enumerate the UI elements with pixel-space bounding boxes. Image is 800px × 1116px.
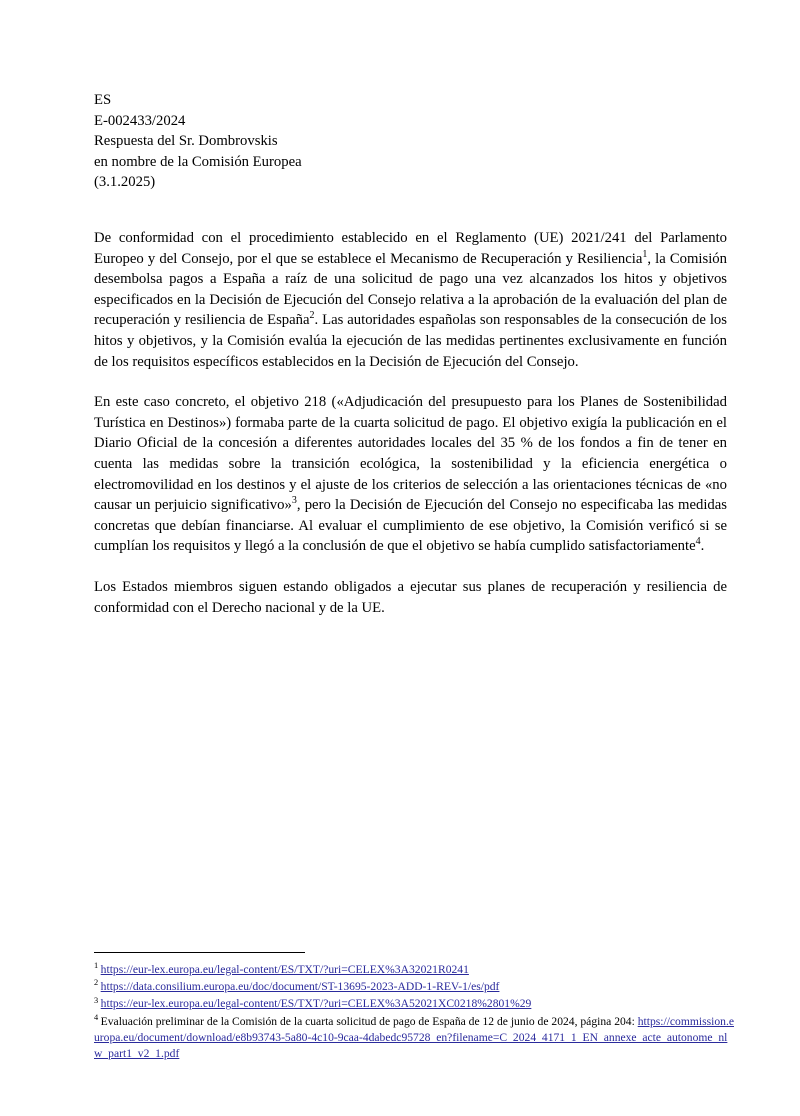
answer-author: Respuesta del Sr. Dombrovskis [94,133,278,149]
footnote-item [94,996,734,1012]
paragraph-2-part-2: , pero la Decisión de Ejecución del Consejo no especificaba las medidas concretas que debían financiarse. Al evaluar el cumplimiento de ese objetivo, la Comisión verificó si se cumplían los requisitos y llegó a la conclusión de que el objetivo se había cumplido satisfactoriamente [94,497,727,555]
footnote-link[interactable]: https://commission.europa.eu/document/download/e8b93743-5a80-4c10-9caa-4dabedc95728_en?filename=C_2024_4171_1_EN_annexe_acte_autonome_nlw_part1_v2_1.pdf [94,1014,734,1061]
document-header [94,90,727,193]
footnote-prefix-text: Evaluación preliminar de la Comisión de la cuarta solicitud de pago de España de 12 de junio de 2024, página 204: [100,1014,638,1028]
footnote-number: 2 [94,978,99,988]
footnote-marker-3: 3 [291,495,297,507]
paragraph-3 [94,577,727,618]
footnote-number: 4 [94,1012,99,1022]
language-code: ES [94,92,112,108]
paragraph-1-part-2: , la Comisión desembolsa pagos a España a raíz de una solicitud de pago una vez alcanzados los hitos y objetivos especificados en la Decisión de Ejecución del Consejo relativa a la aprobación de la evaluación del plan de recuperación y resiliencia de España [94,250,727,329]
paragraph-3-text: Los Estados miembros siguen estando obligados a ejecutar sus planes de recuperación y resiliencia de conformidad con el Derecho nacional y de la UE. [94,578,727,616]
footnote-marker-4: 4 [695,536,701,548]
paragraph-1 [94,228,727,372]
paragraph-2-part-1: En este caso concreto, el objetivo 218 («Adjudicación del presupuesto para los Planes de Sostenibilidad Turística en Destinos») formaba parte de la cuarta solicitud de pago. El objetivo exigía la publicación en el Diario Oficial de la concesión a diferentes autoridades locales del 35 % de los fondos a fin de tener en cuenta las medidas sobre la transición ecológica, la sostenibilidad y la eficiencia energética o electromovilidad en los destinos y el ajuste de los criterios de selección a las orientaciones técnicas de «no causar un perjuicio significativo» [94,394,727,514]
footnote-number: 1 [94,961,99,971]
paragraph-2-part-3: . [700,538,705,555]
answer-date: (3.1.2025) [94,174,156,190]
footnote-separator-rule [94,952,305,953]
footnote-item [94,979,734,995]
footnote-number: 3 [94,995,99,1005]
footnote-item [94,962,734,978]
footnote-link[interactable]: https://eur-lex.europa.eu/legal-content/ES/TXT/?uri=CELEX%3A32021R0241 [100,963,469,976]
question-reference: E-002433/2024 [94,112,186,129]
footnote-link[interactable]: https://eur-lex.europa.eu/legal-content/ES/TXT/?uri=CELEX%3A52021XC0218%2801%29 [100,997,532,1011]
footnote-marker-1: 1 [642,248,648,260]
footnote-area [94,952,734,1063]
paragraph-1-part-3: . Las autoridades españolas son responsables de la consecución de los hitos y objetivos, y la Comisión evalúa la ejecución de las medidas pertinentes exclusivamente en función de los requisitos específicos establecidos en la Decisión de Ejecución del Consejo. [94,312,727,370]
document-body [94,228,727,618]
footnote-item [94,1014,734,1063]
paragraph-1-part-1: De conformidad con el procedimiento establecido en el Reglamento (UE) 2021/241 del Parlamento Europeo y del Consejo, por el que se establece el Mecanismo de Recuperación y Resiliencia [94,230,727,267]
footnote-marker-2: 2 [309,310,315,322]
answer-institution: en nombre de la Comisión Europea [94,153,302,170]
paragraph-2 [94,392,727,557]
footnote-link[interactable]: https://data.consilium.europa.eu/doc/document/ST-13695-2023-ADD-1-REV-1/es/pdf [100,980,500,994]
